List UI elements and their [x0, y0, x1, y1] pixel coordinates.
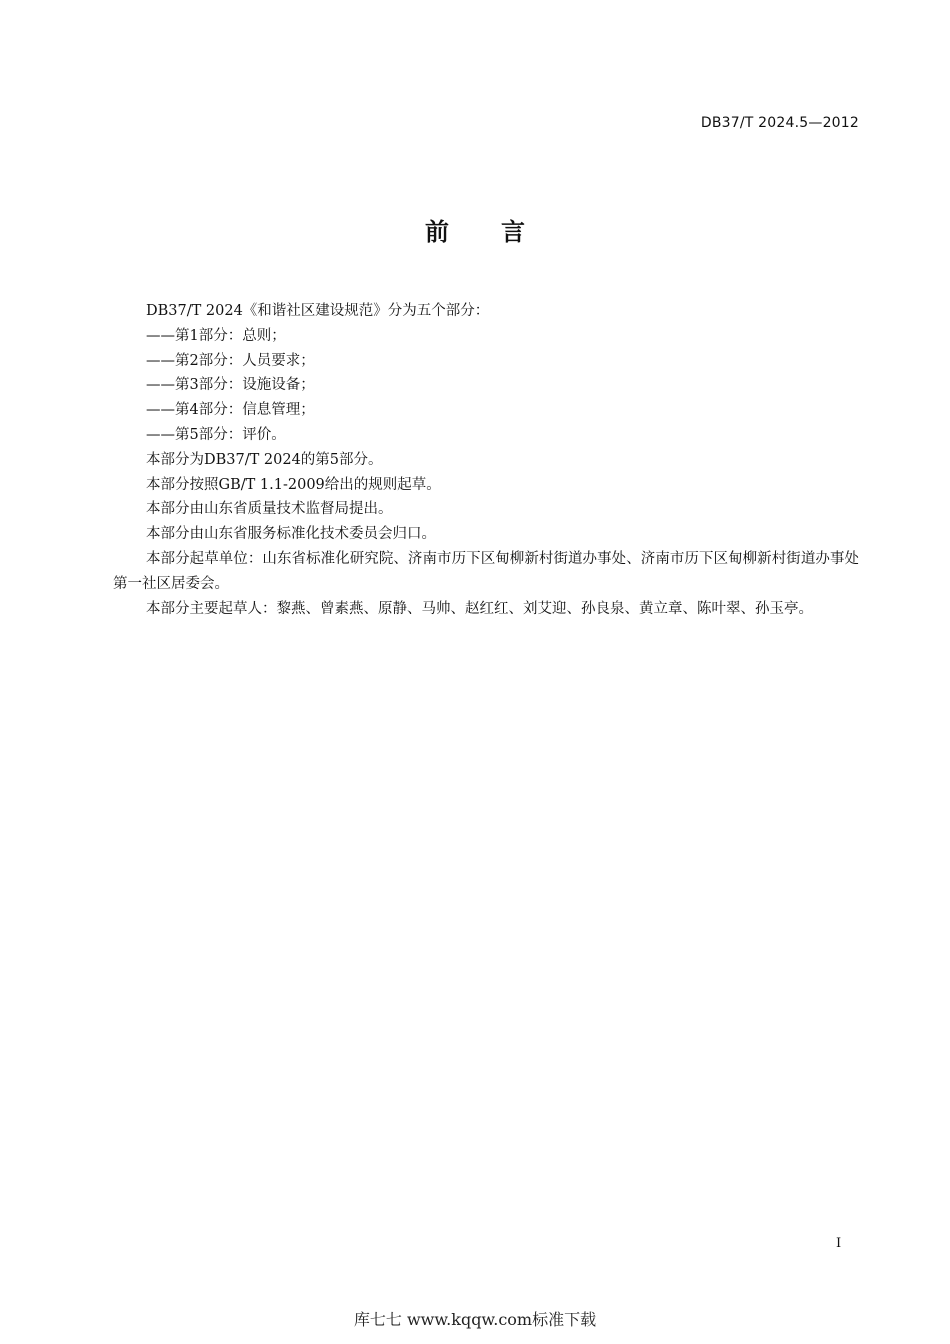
standard-code: DB37/T 2024.5—2012	[700, 115, 859, 131]
page-number: I	[836, 1236, 842, 1251]
list-item-part-3: ——第3部分：设施设备；	[146, 377, 315, 394]
paragraph-drafters: 本部分主要起草人：黎燕、曾素燕、原静、马帅、赵红红、刘艾迎、孙良泉、黄立章、陈叶翠、孙玉亭。	[146, 600, 813, 617]
paragraph-drafting-units: 本部分起草单位：山东省标准化研究院、济南市历下区甸柳新村街道办事处、济南市历下区甸柳新村街道办事处第一社区居委会。	[113, 550, 859, 592]
list-item-part-1: ——第1部分：总则；	[146, 327, 286, 344]
list-item-part-4: ——第4部分：信息管理；	[146, 402, 315, 419]
title-char-2: 言	[501, 218, 525, 246]
foreword-body	[113, 299, 859, 621]
watermark: 库七七 www.kqqw.com标准下载	[353, 1310, 597, 1329]
list-item-part-5: ——第5部分：评价。	[146, 426, 286, 443]
title-char-1: 前	[425, 218, 449, 246]
paragraph-centralized: 本部分由山东省服务标准化技术委员会归口。	[146, 526, 436, 543]
paragraph-drafting-rules: 本部分按照GB/T 1.1-2009给出的规则起草。	[146, 476, 441, 493]
paragraph-intro: DB37/T 2024《和谐社区建设规范》分为五个部分：	[146, 303, 490, 319]
paragraph-proposer: 本部分由山东省质量技术监督局提出。	[146, 501, 393, 518]
page-title	[0, 212, 950, 247]
list-item-part-2: ——第2部分：人员要求；	[146, 352, 315, 369]
paragraph-part-statement: 本部分为DB37/T 2024的第5部分。	[146, 451, 383, 468]
